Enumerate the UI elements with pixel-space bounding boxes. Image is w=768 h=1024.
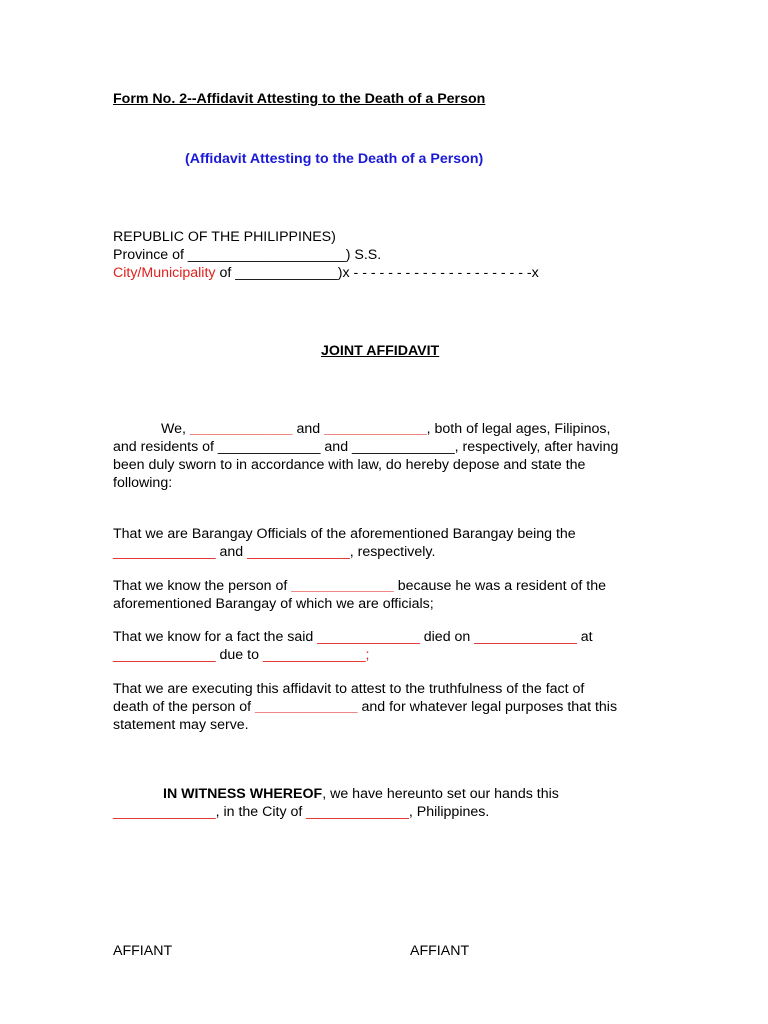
para4-line-2: death of the person of _____________ and for whatever legal purposes that this	[113, 699, 618, 715]
affiant-name-blank-2: _____________	[324, 421, 427, 437]
para3-line-2: _____________ due to _____________;	[113, 647, 370, 663]
position-blank-1: _____________	[113, 544, 216, 560]
intro-line-3: been duly sworn to in accordance with law, do hereby depose and state the	[113, 457, 586, 473]
death-cause-blank: _____________	[262, 647, 366, 663]
para2-line-2: aforementioned Barangay of which we are officials;	[113, 596, 434, 612]
para3-line-1: That we know for a fact the said _____________ died on _____________ at	[113, 629, 593, 645]
intro-line-1: We, _____________ and _____________, both of legal ages, Filipinos,	[161, 421, 611, 437]
witness-line-2: _____________, in the City of _____________, Philippines.	[113, 804, 490, 820]
city-municipality-label: City/Municipality	[113, 265, 216, 281]
para4-line-1: That we are executing this affidavit to attest to the truthfulness of the fact of	[113, 681, 585, 697]
witness-city-blank: _____________	[306, 804, 409, 820]
para2-line-1: That we know the person of _____________ because he was a resident of the	[113, 578, 606, 594]
affiant-signature-left: AFFIANT	[113, 943, 173, 959]
venue-line-3: City/Municipality of _____________)x - - - - - - - - - - - - - - - - - - - - -x	[113, 265, 539, 281]
para4-line-3: statement may serve.	[113, 717, 249, 733]
venue-line-2: Province of ____________________) S.S.	[113, 247, 382, 263]
intro-line-4: following:	[113, 475, 173, 491]
affiant-name-blank-1: _____________	[189, 421, 293, 437]
affiant-signature-right: AFFIANT	[410, 943, 470, 959]
venue-line-1: REPUBLIC OF THE PHILIPPINES)	[113, 229, 336, 245]
death-place-blank: _____________	[113, 647, 216, 663]
province-blank: ____________________	[187, 247, 346, 263]
city-blank: _____________	[235, 265, 338, 281]
subtitle: (Affidavit Attesting to the Death of a Person)	[185, 151, 484, 167]
joint-affidavit-heading: JOINT AFFIDAVIT	[321, 343, 440, 359]
witness-line-1: IN WITNESS WHEREOF, we have hereunto set our hands this	[163, 786, 559, 802]
intro-line-2: and residents of _____________ and _____________, respectively, after having	[113, 439, 619, 455]
death-date-blank: _____________	[474, 629, 577, 645]
deceased-name-blank: _____________	[291, 578, 394, 594]
para1-line-1: That we are Barangay Officials of the aforementioned Barangay being the	[113, 526, 576, 542]
witness-date-blank: _____________	[113, 804, 216, 820]
in-witness-whereof: IN WITNESS WHEREOF	[163, 786, 323, 802]
said-name-blank: _____________	[317, 629, 420, 645]
death-person-blank: _____________	[254, 699, 358, 715]
form-title: Form No. 2--Affidavit Attesting to the Death of a Person	[113, 91, 486, 107]
para1-line-2: _____________ and _____________, respectively.	[113, 544, 436, 560]
position-blank-2: _____________	[247, 544, 350, 560]
